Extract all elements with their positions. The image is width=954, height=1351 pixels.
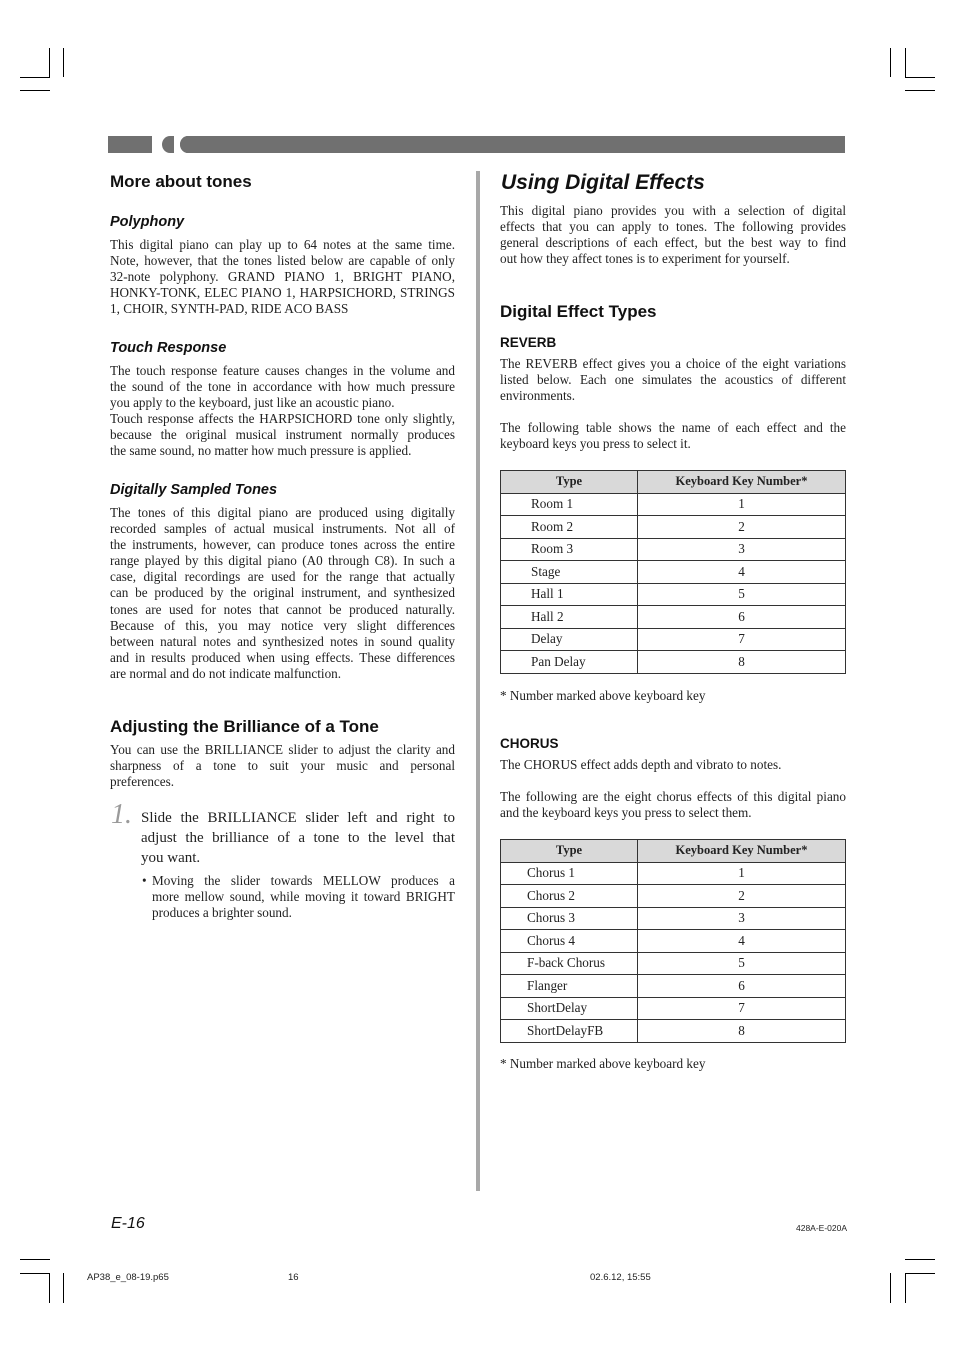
bullet-text: Moving the slider towards MELLOW produces a more mellow sound, while moving it toward BRIGHT produces a brighter sound.: [152, 873, 455, 921]
header-bar: [108, 136, 846, 153]
heading-digitally-sampled-tones: Digitally Sampled Tones: [110, 482, 278, 498]
chorus-text: The CHORUS effect adds depth and vibrato to notes. The following are the eight chorus effects of this digital piano and the keyboard keys you press to select them.: [500, 757, 846, 821]
table-header-row: [501, 471, 846, 494]
document-code: 428A-E-020A: [796, 1223, 848, 1233]
table-header-row: [501, 840, 846, 863]
step-number: 1.: [111, 799, 132, 830]
table-row: ShortDelayFB 8: [501, 1020, 846, 1043]
table-row: ShortDelay 7: [501, 997, 846, 1020]
page-title: Using Digital Effects: [501, 171, 705, 194]
heading-touch-response: Touch Response: [110, 340, 227, 356]
table-row: Room 2 2: [501, 516, 846, 539]
step-text: Slide the BRILLIANCE slider left and right to adjust the brilliance of a tone to the level that you want.: [141, 810, 455, 866]
heading-digital-effect-types: Digital Effect Types: [500, 302, 657, 321]
chorus-footnote: * Number marked above keyboard key: [500, 1056, 706, 1071]
heading-chorus: CHORUS: [500, 736, 559, 751]
heading-polyphony: Polyphony: [110, 214, 185, 230]
heading-reverb: REVERB: [500, 335, 557, 350]
table-row: Chorus 3 3: [501, 907, 846, 930]
intro-text: This digital piano provides you with a selection of digital effects that you can apply to tones. The following provides general descriptions of each effect, but the best way to find out how they affect tones is to experiment for yourself.: [500, 203, 846, 267]
heading-adjusting-brilliance: Adjusting the Brilliance of a Tone: [110, 717, 379, 736]
column-header-key: Keyboard Key Number*: [638, 840, 846, 863]
column-divider: [476, 171, 480, 1191]
table-row: Chorus 2 2: [501, 885, 846, 908]
column-header-type: Type: [501, 471, 638, 494]
table-row: Room 1 1: [501, 493, 846, 516]
table-row: F-back Chorus 5: [501, 952, 846, 975]
brilliance-intro-text: You can use the BRILLIANCE slider to adjust the clarity and sharpness of a tone to suit your music and personal preferences.: [110, 742, 455, 790]
table-row: Hall 1 5: [501, 583, 846, 606]
table-row: Flanger 6: [501, 975, 846, 998]
bullet-icon: •: [142, 873, 147, 888]
footer-page: 16: [288, 1272, 299, 1283]
column-header-type: Type: [501, 840, 638, 863]
footer-date: 02.6.12, 15:55: [590, 1272, 651, 1283]
table-row: Hall 2 6: [501, 606, 846, 629]
footer-file-name: AP38_e_08-19.p65: [87, 1272, 169, 1283]
table-row: Pan Delay 8: [501, 651, 846, 674]
heading-more-about-tones: More about tones: [110, 172, 252, 191]
chorus-table: [500, 839, 846, 1043]
table-row: Stage 4: [501, 561, 846, 584]
reverb-table: [500, 470, 846, 674]
column-header-key: Keyboard Key Number*: [638, 471, 846, 494]
touch-response-text: The touch response feature causes changes in the volume and the sound of the tone in accordance with how much pressure you apply to the keyboard, just like an acoustic piano. Touch response affects the HARPSICHORD tone only slightly, because the original musical instrument normally produces the same sound, no matter how much pressure is applied.: [110, 363, 455, 459]
table-row: Chorus 4 4: [501, 930, 846, 953]
reverb-text: The REVERB effect gives you a choice of the eight variations listed below. Each one simulates the acoustics of different environments. The following table shows the name of each effect and the keyboard keys you press to select it.: [500, 356, 846, 452]
page-number: E-16: [111, 1215, 145, 1232]
table-row: Chorus 1 1: [501, 862, 846, 885]
reverb-footnote: * Number marked above keyboard key: [500, 688, 706, 703]
table-row: Delay 7: [501, 628, 846, 651]
sampled-tones-text: The tones of this digital piano are produced using digitally recorded samples of actual musical instruments. Not all of the instruments, however, can produce tones across the entire range played by this digital piano (A0 through C8). In such a case, digital recordings are used for the range that actually can be produced by the original instrument, and synthesized tones are used for notes that cannot be produced naturally. Because of this, you may notice very slight differences between natural notes and synthesized notes in sound quality and in results produced when using effects. These differences are normal and do not indicate malfunction.: [110, 505, 455, 681]
polyphony-text: This digital piano can play up to 64 notes at the same time. Note, however, that the tones listed below are capable of only 32-note polyphony. GRAND PIANO 1, BRIGHT PIANO, HONKY-TONK, ELEC PIANO 1, HARPSICHORD, STRINGS 1, CHOIR, SYNTH-PAD, RIDE ACO BASS: [110, 237, 455, 317]
table-row: Room 3 3: [501, 538, 846, 561]
